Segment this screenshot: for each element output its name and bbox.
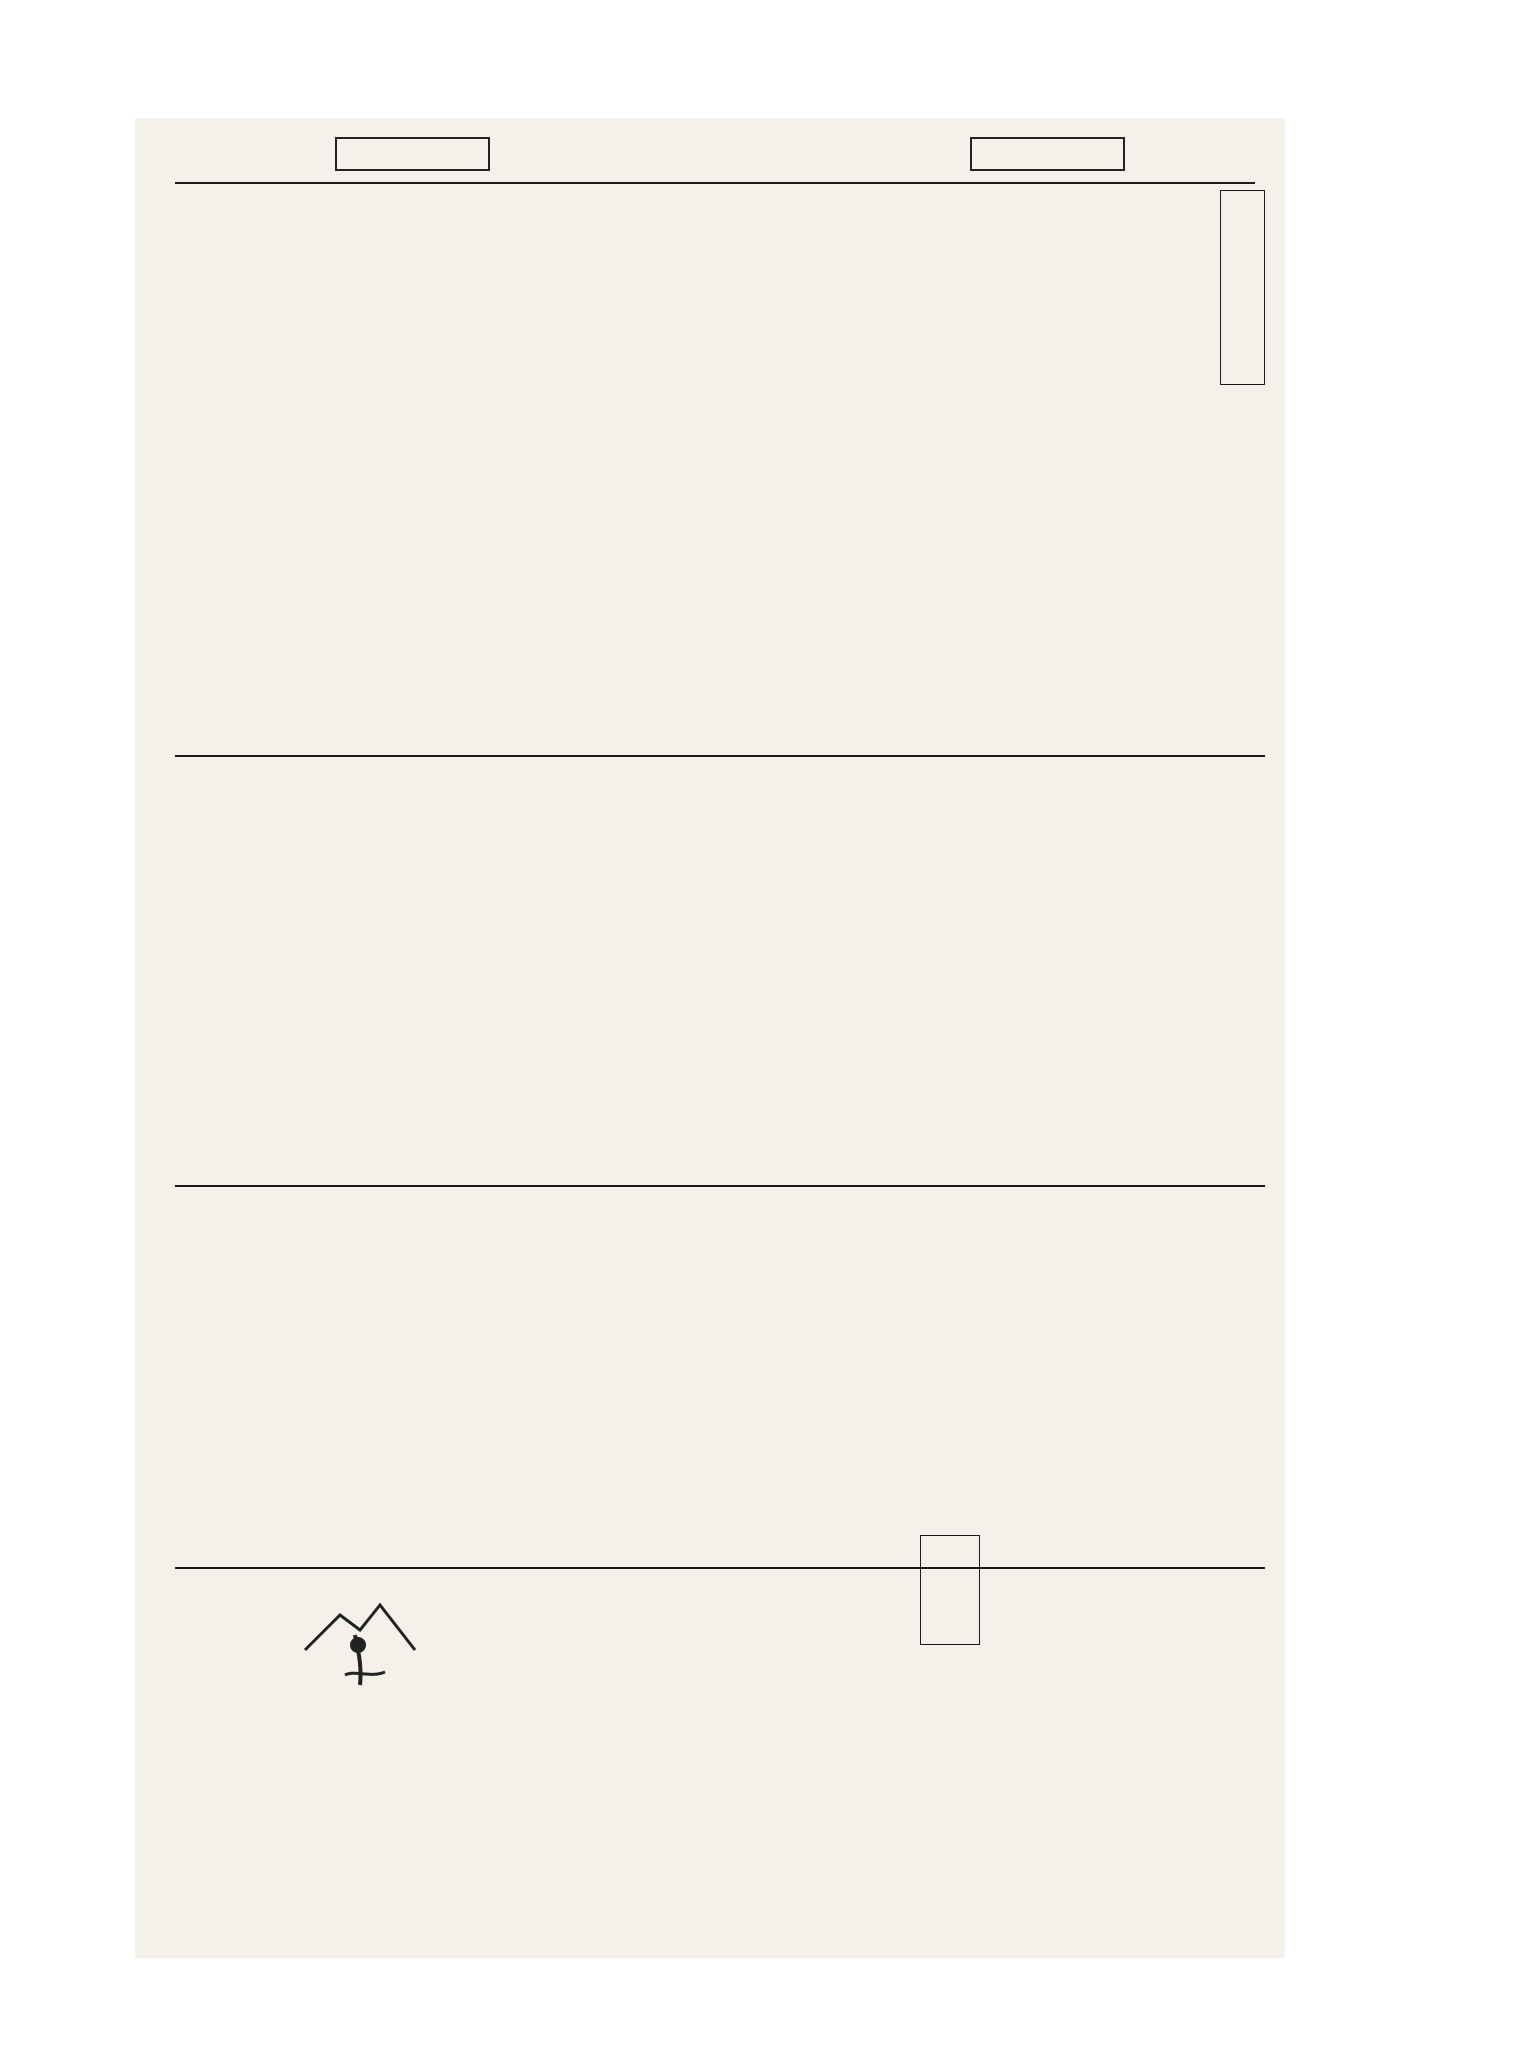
- article-text-4: [175, 190, 380, 750]
- series-box: [1220, 190, 1265, 385]
- novel-text-1: [175, 1575, 290, 1945]
- novel-text-2: [450, 1575, 500, 1945]
- masthead: [135, 125, 1285, 185]
- article-text-2: [580, 190, 805, 750]
- article-text-13: [990, 1192, 1110, 1562]
- article-text-14: [865, 1192, 985, 1562]
- issue-info-left: [335, 137, 490, 171]
- issue-info-right: [970, 137, 1125, 171]
- section-rule-3: [175, 1567, 1265, 1569]
- article-text-8: [1050, 762, 1265, 1182]
- article-text-9: [880, 762, 1045, 1182]
- ryoushiki-title-box: [920, 1535, 980, 1645]
- article-text-3: [390, 190, 570, 750]
- masthead-rule: [175, 182, 1255, 184]
- article-text-11: [560, 762, 695, 1182]
- article-text-12: [1115, 1192, 1265, 1562]
- article-text-5: [880, 400, 1110, 750]
- section-rule-2: [175, 1185, 1265, 1187]
- section-rule-1: [175, 755, 1265, 757]
- article-text-6: [390, 762, 550, 1182]
- kamiya-ad-wrapper: [175, 1440, 615, 1525]
- novel-illustration-mountain: [300, 1590, 430, 1700]
- article-text-7: [175, 762, 380, 1182]
- article-text-10: [700, 762, 870, 1182]
